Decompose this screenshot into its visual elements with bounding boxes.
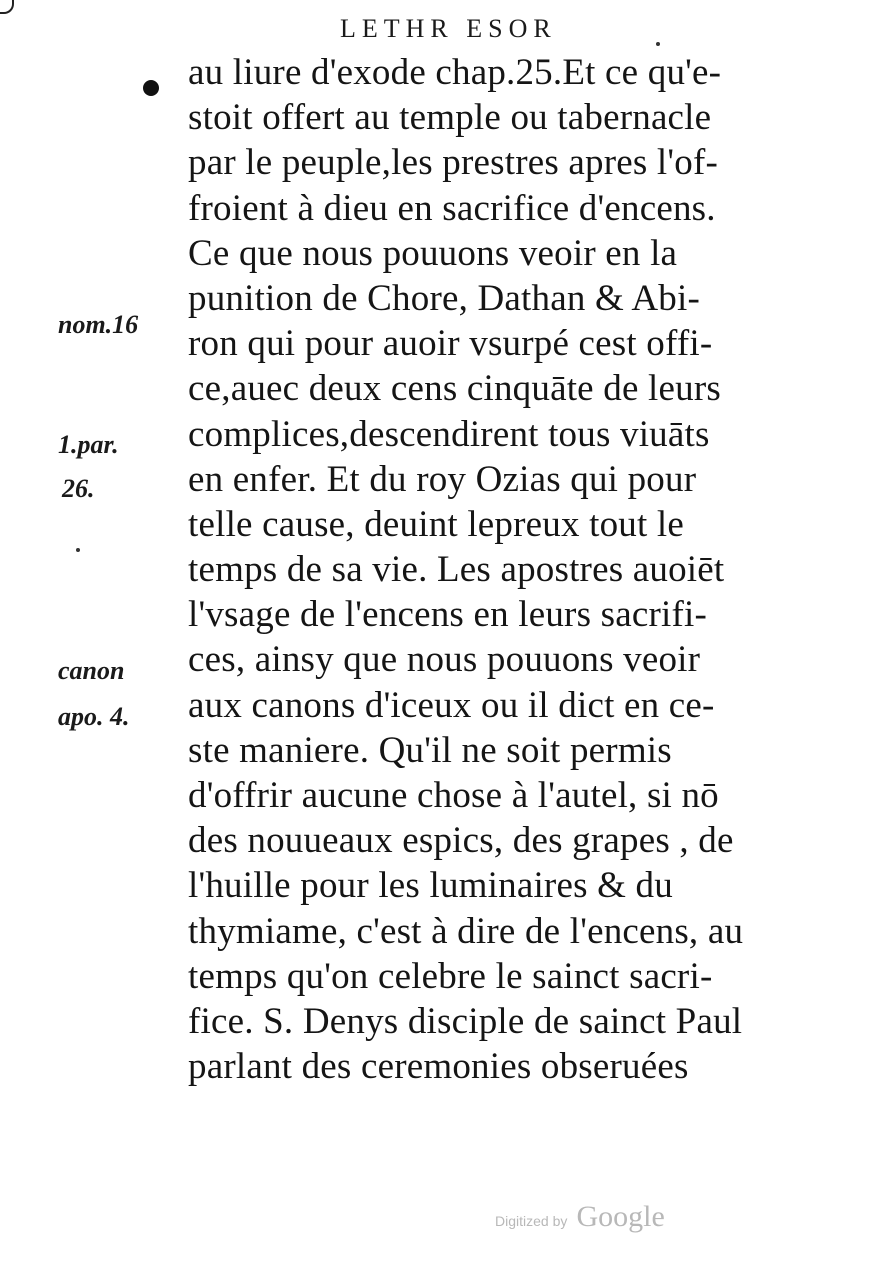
ink-speck xyxy=(76,548,80,552)
margin-note-nombres: nom.16 xyxy=(58,310,139,339)
text-line: ste maniere. Qu'il ne soit permis xyxy=(188,729,672,771)
text-line: l'huille pour les luminaires & du xyxy=(188,865,673,907)
text-line: temps qu'on celebre le sainct sacri- xyxy=(188,955,713,997)
text-line: au liure d'exode chap.25.Et ce qu'e- xyxy=(188,52,722,93)
text-line: temps de sa vie. Les apostres auoiēt xyxy=(188,549,725,591)
text-line: aux canons d'iceux ou il dict en ce- xyxy=(188,684,715,726)
text-line: parlant des ceremonies obseruées xyxy=(188,1046,689,1088)
text-line: en enfer. Et du roy Ozias qui pour xyxy=(188,458,697,500)
text-line: telle cause, deuint lepreux tout le xyxy=(188,503,685,545)
margin-note-apostles: apo. 4. xyxy=(58,702,130,731)
ink-dot xyxy=(143,80,159,96)
text-line: des nouueaux espics, des grapes , de xyxy=(188,820,734,862)
text-line: ces, ainsy que nous pouuons veoir xyxy=(188,639,701,681)
ink-speck xyxy=(656,42,660,46)
margin-note-canon: canon xyxy=(58,656,125,685)
text-line: d'offrir aucune chose à l'autel, si nō xyxy=(188,775,719,816)
text-line: punition de Chore, Dathan & Abi- xyxy=(188,277,700,319)
text-line: fice. S. Denys disciple de sainct Paul xyxy=(188,1000,743,1042)
text-line: Ce que nous pouuons veoir en la xyxy=(188,232,678,274)
digitized-watermark xyxy=(495,1200,665,1240)
watermark-prefix: Digitized by xyxy=(495,1213,568,1229)
text-line: l'vsage de l'encens en leurs sacrifi- xyxy=(188,594,707,636)
text-line: ron qui pour auoir vsurpé cest offi- xyxy=(188,323,713,365)
margin-note-chapter: 26. xyxy=(62,474,95,503)
corner-mark xyxy=(0,0,14,14)
text-line: par le peuple,les prestres apres l'of- xyxy=(188,142,718,184)
text-line: thymiame, c'est à dire de l'encens, au xyxy=(188,910,744,952)
margin-note-paralipomenes: 1.par. xyxy=(58,430,119,459)
running-head: LETHR ESOR xyxy=(340,14,557,43)
text-line: stoit offert au temple ou tabernacle xyxy=(188,97,712,139)
google-wordmark: Google xyxy=(576,1200,665,1233)
text-line: complices,descendirent tous viuāts xyxy=(188,413,710,455)
text-line: ce,auec deux cens cinquāte de leurs xyxy=(188,368,721,410)
body-text xyxy=(188,50,828,1089)
text-line: froient à dieu en sacrifice d'encens. xyxy=(188,187,716,229)
